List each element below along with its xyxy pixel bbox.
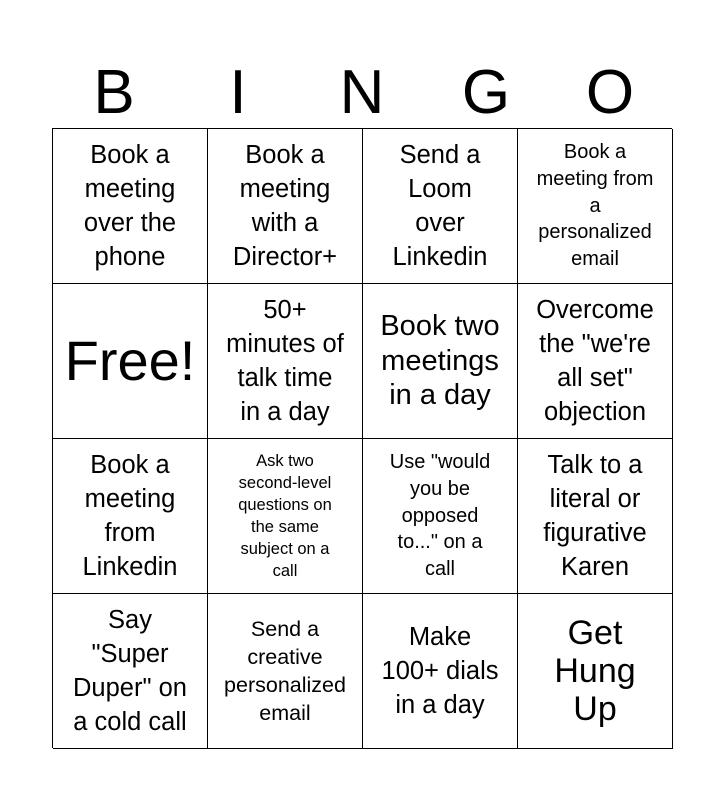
bingo-cell[interactable]	[208, 439, 363, 594]
header-letter-i: I	[229, 58, 247, 127]
bingo-cell-text: Free!	[64, 329, 196, 393]
bingo-cell-text: Overcome the "we're all set" objection	[536, 295, 654, 427]
bingo-board	[52, 128, 672, 748]
header-letter-g: G	[461, 58, 511, 127]
bingo-cell[interactable]	[518, 594, 673, 749]
bingo-cell-text: Use "would you be opposed to..." on a call	[389, 451, 491, 581]
bingo-cell[interactable]	[363, 439, 518, 594]
bingo-cell[interactable]	[208, 594, 363, 749]
bingo-cell-text: Book a meeting over the phone	[83, 140, 177, 272]
bingo-cell-text: Talk to a literal or figurative Karen	[543, 450, 647, 582]
bingo-cell[interactable]	[363, 594, 518, 749]
bingo-cell[interactable]	[518, 284, 673, 439]
bingo-cell-text: Send a creative personalized email	[224, 616, 346, 726]
bingo-cell-text: Book a meeting from Linkedin	[82, 450, 178, 582]
header-letter-n: N	[339, 58, 385, 127]
bingo-cell-text: 50+ minutes of talk time in a day	[226, 295, 344, 427]
bingo-cell[interactable]	[53, 594, 208, 749]
bingo-cell[interactable]	[53, 129, 208, 284]
bingo-cell[interactable]	[363, 284, 518, 439]
bingo-cell-text: Ask two second-level questions on the same subject on a call	[238, 451, 332, 581]
header-letter-b: B	[93, 58, 135, 127]
bingo-header	[52, 52, 672, 128]
bingo-cell-text: Say "Super Duper" on a cold call	[73, 605, 187, 737]
bingo-cell-text: Book two meetings in a day	[380, 309, 500, 412]
header-letter-o: O	[585, 58, 635, 127]
bingo-cell[interactable]	[208, 129, 363, 284]
bingo-cell-text: Make 100+ dials in a day	[381, 622, 499, 720]
bingo-cell[interactable]	[518, 129, 673, 284]
bingo-cell-text: Get Hung Up	[554, 613, 636, 729]
bingo-cell-text: Book a meeting from a personalized email	[536, 141, 654, 271]
bingo-cell[interactable]	[363, 129, 518, 284]
bingo-cell[interactable]	[518, 439, 673, 594]
bingo-cell[interactable]	[53, 284, 208, 439]
bingo-cell-text: Book a meeting with a Director+	[232, 140, 338, 272]
bingo-cell[interactable]	[208, 284, 363, 439]
bingo-cell-text: Send a Loom over Linkedin	[392, 140, 488, 272]
bingo-cell[interactable]	[53, 439, 208, 594]
